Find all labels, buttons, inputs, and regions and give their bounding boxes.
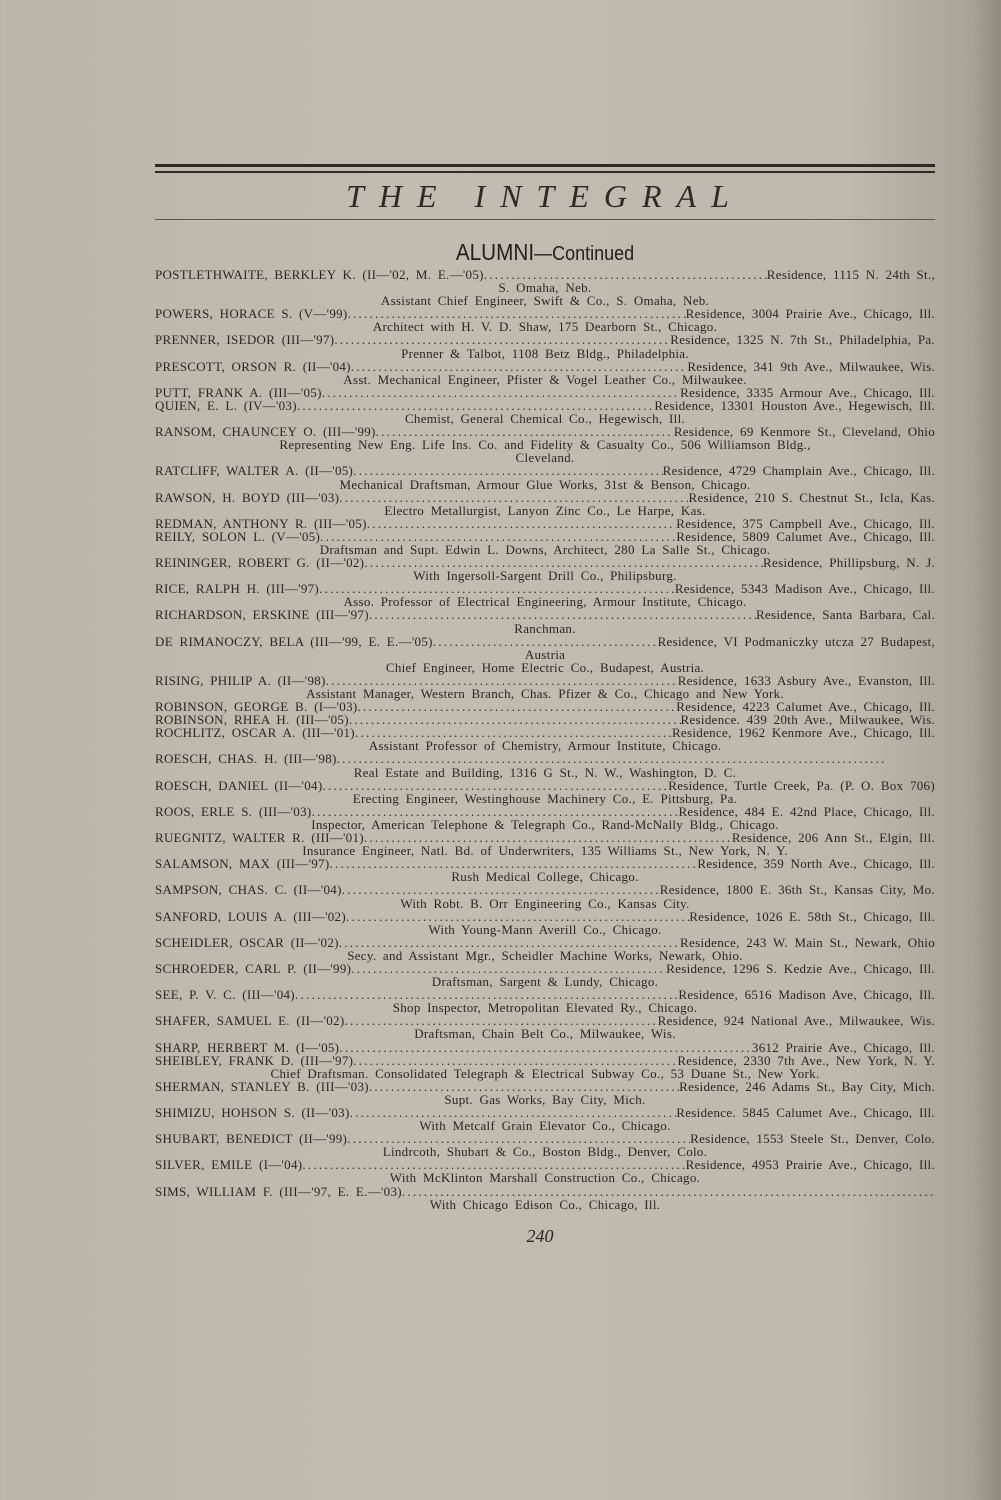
alumni-entry bbox=[155, 1185, 935, 1211]
entry-name: PRESCOTT, ORSON R. (II—'04) bbox=[155, 358, 351, 374]
entry-name: SIMS, WILLIAM F. (III—'97, E. E.—'03) bbox=[155, 1183, 402, 1199]
entry-residence: Residence, 1962 Kenmore Ave., Chicago, Ill. bbox=[671, 725, 935, 741]
entry-detail-line: With Young-Mann Averill Co., Chicago. bbox=[428, 921, 662, 937]
alumni-entry bbox=[155, 1106, 935, 1132]
entry-detail-line: Shop Inspector, Metropolitan Elevated Ry., Chicago. bbox=[392, 1000, 698, 1016]
entry-detail-line: With Robt. B. Orr Engineering Co., Kansas City. bbox=[400, 895, 690, 911]
dot-leader bbox=[353, 1054, 677, 1067]
entry-main-line bbox=[155, 779, 935, 792]
dot-leader bbox=[322, 386, 680, 399]
entry-name: RISING, PHILIP A. (II—'98) bbox=[155, 672, 326, 688]
entry-name: SHIMIZU, HOHSON S. (II—'03) bbox=[155, 1105, 350, 1120]
entry-name: REDMAN, ANTHONY R. (III—'05) bbox=[155, 515, 367, 531]
entry-residence: Residence, 243 W. Main St., Newark, Ohio bbox=[680, 934, 935, 950]
entry-main-line bbox=[155, 333, 935, 346]
entry-main-line bbox=[155, 386, 935, 399]
entry-name: SHERMAN, STANLEY B. (III—'03) bbox=[155, 1078, 369, 1094]
dot-leader bbox=[342, 883, 660, 896]
alumni-entry bbox=[155, 582, 935, 608]
entry-name: REININGER, ROBERT G. (II—'02) bbox=[155, 555, 365, 571]
alumni-entry bbox=[155, 530, 935, 556]
entry-name: POWERS, HORACE S. (V—'99) bbox=[155, 306, 348, 322]
entry-name: RUEGNITZ, WALTER R. (III—'01) bbox=[155, 830, 364, 846]
entry-detail-line: Draftsman and Supt. Edwin L. Downs, Architect, 280 La Salle St., Chicago. bbox=[319, 541, 771, 557]
alumni-entry bbox=[155, 962, 935, 988]
entry-detail-line: S. Omaha, Neb. bbox=[498, 280, 592, 296]
entry-name: RANSOM, CHAUNCEY O. (III—'99) bbox=[155, 424, 376, 440]
entry-residence: Residence, 1325 N. 7th St., Philadelphia, Pa. bbox=[670, 332, 935, 348]
entry-residence: Residence, 210 S. Chestnut St., Icla, Kas. bbox=[688, 489, 935, 505]
entry-residence: Residence, 1553 Steele St., Denver, Colo. bbox=[690, 1131, 935, 1147]
entry-residence: Residence, 13301 Houston Ave., Hegewisch, Ill. bbox=[654, 397, 935, 413]
entry-main-line bbox=[155, 635, 935, 648]
section-heading bbox=[194, 240, 896, 266]
entry-residence: Residence, 5343 Madison Ave., Chicago, Ill. bbox=[674, 581, 935, 597]
entry-main-line bbox=[155, 530, 935, 543]
entry-detail-line: Chemist, General Chemical Co., Hegewisch, Ill. bbox=[404, 411, 686, 427]
entry-residence: Residence, 206 Ann St., Elgin, Ill. bbox=[731, 830, 935, 846]
dot-leader bbox=[358, 700, 677, 713]
dot-leader bbox=[323, 779, 669, 792]
alumni-entry bbox=[155, 1132, 935, 1158]
dot-leader bbox=[349, 713, 681, 726]
alumni-entry bbox=[155, 936, 935, 962]
entry-residence: Residence, VI Podmaniczky utcza 27 Budapest, bbox=[657, 633, 935, 649]
entry-main-line bbox=[155, 360, 935, 373]
entry-residence: Residence, 4223 Calumet Ave., Chicago, Ill. bbox=[676, 699, 935, 715]
entry-residence: Residence, 246 Adams St., Bay City, Mich. bbox=[679, 1078, 935, 1094]
entry-name: SANFORD, LOUIS A. (III—'02) bbox=[155, 908, 346, 924]
entry-residence: Residence. 5845 Calumet Ave., Chicago, Ill. bbox=[676, 1105, 935, 1120]
entry-main-line bbox=[155, 491, 935, 504]
entry-name: RICHARDSON, ERSKINE (III—'97) bbox=[155, 607, 369, 623]
entry-detail-line: Chief Draftsman. Consolidated Telegraph & Electrical Subway Co., 53 Duane St., New York. bbox=[270, 1065, 820, 1081]
entry-name: POSTLETHWAITE, BERKLEY K. (II—'02, M. E.—'05) bbox=[155, 267, 484, 282]
entry-detail-line: Secy. and Assistant Mgr., Scheidler Machine Works, Newark, Ohio. bbox=[347, 947, 743, 963]
entry-detail-line: Lindrcoth, Shubart & Co., Boston Bldg., Denver, Colo. bbox=[382, 1144, 708, 1160]
entry-residence: Residence, 924 National Ave., Milwaukee, Wis. bbox=[657, 1013, 935, 1029]
entry-main-line bbox=[155, 883, 935, 896]
alumni-entry bbox=[155, 399, 935, 425]
entry-name: PUTT, FRANK A. (III—'05) bbox=[155, 384, 322, 400]
entry-name: SILVER, EMILE (I—'04) bbox=[155, 1157, 303, 1173]
entry-detail-line: Assistant Manager, Western Branch, Chas. Pfizer & Co., Chicago and New York. bbox=[306, 686, 784, 701]
entry-name: SAMPSON, CHAS. C. (II—'04) bbox=[155, 882, 342, 898]
header-rule-bottom bbox=[155, 219, 935, 220]
entry-residence: Residence, Phillipsburg, N. J. bbox=[763, 555, 935, 571]
entry-detail-line: Austria bbox=[524, 646, 566, 662]
entry-residence: Residence. 439 20th Ave., Milwaukee, Wis. bbox=[680, 712, 935, 728]
alumni-entry bbox=[155, 1054, 935, 1080]
dot-leader bbox=[339, 936, 680, 949]
entry-residence: Residence, 1296 S. Kedzie Ave., Chicago, Ill. bbox=[666, 960, 935, 976]
dot-leader bbox=[346, 910, 689, 923]
dot-leader bbox=[312, 805, 679, 818]
entry-detail-line: Mechanical Draftsman, Armour Glue Works, 31st & Benson, Chicago. bbox=[339, 476, 751, 492]
dot-leader bbox=[339, 491, 688, 504]
entry-main-line bbox=[155, 910, 935, 923]
entry-name: RATCLIFF, WALTER A. (II—'05) bbox=[155, 463, 354, 479]
entry-residence: Residence, 1026 E. 58th St., Chicago, Ill. bbox=[689, 908, 935, 924]
entry-detail-line: Ranchman. bbox=[514, 620, 576, 636]
entry-residence: Residence, 4953 Prairie Ave., Chicago, Ill. bbox=[685, 1157, 935, 1173]
entry-name: SEE, P. V. C. (III—'04) bbox=[155, 987, 295, 1003]
entry-main-line bbox=[155, 805, 935, 818]
entry-residence: 3612 Prairie Ave., Chicago, Ill. bbox=[751, 1039, 935, 1055]
entry-main-line bbox=[155, 752, 935, 765]
alumni-entry bbox=[155, 726, 935, 752]
entry-name: ROESCH, CHAS. H. (III—'98) bbox=[155, 751, 337, 767]
alumni-entry bbox=[155, 883, 935, 909]
entry-name: SHUBART, BENEDICT (II—'99) bbox=[155, 1131, 348, 1147]
page-number: 240 bbox=[526, 1226, 554, 1246]
entry-name: ROCHLITZ, OSCAR A. (III—'01) bbox=[155, 725, 355, 741]
alumni-entry bbox=[155, 307, 935, 333]
dot-leader bbox=[334, 333, 670, 346]
alumni-list bbox=[155, 268, 935, 1211]
entry-detail-line: With McKlinton Marshall Construction Co., Chicago. bbox=[389, 1170, 701, 1186]
dot-leader bbox=[402, 1185, 935, 1198]
entry-residence: Residence, Turtle Creek, Pa. (P. O. Box 706) bbox=[668, 777, 935, 793]
entry-detail-line: Asst. Mechanical Engineer, Pfister & Vogel Leather Co., Milwaukee. bbox=[343, 371, 747, 387]
entry-name: ROESCH, DANIEL (II—'04) bbox=[155, 777, 323, 793]
entry-name: ROBINSON, GEORGE B. (I—'03) bbox=[155, 699, 358, 715]
entry-residence: Residence, 69 Kenmore St., Cleveland, Ohio bbox=[673, 424, 935, 440]
dot-leader bbox=[337, 752, 935, 765]
entry-name: ROBINSON, RHEA H. (III—'05) bbox=[155, 712, 349, 728]
entry-residence: Residence, 6516 Madison Ave, Chicago, Ill. bbox=[678, 987, 935, 1003]
entry-name: ROOS, ERLE S. (III—'03) bbox=[155, 803, 312, 819]
section-title: ALUMNI bbox=[455, 239, 535, 265]
entry-detail-line: Architect with H. V. D. Shaw, 175 Dearborn St., Chicago. bbox=[372, 319, 718, 335]
entry-detail-line: Insurance Engineer, Natl. Bd. of Underwriters, 135 Williams St., New York, N. Y. bbox=[302, 843, 788, 859]
entry-main-line bbox=[155, 608, 935, 621]
alumni-entry bbox=[155, 1014, 935, 1040]
entry-detail-line: Rush Medical College, Chicago. bbox=[451, 869, 639, 885]
alumni-entry bbox=[155, 779, 935, 805]
section-suffix: —Continued bbox=[534, 243, 635, 265]
alumni-entry bbox=[155, 988, 935, 1014]
alumni-entry bbox=[155, 491, 935, 517]
alumni-entry bbox=[155, 556, 935, 582]
header-rule-top bbox=[155, 164, 935, 167]
entry-residence: Residence, 1800 E. 36th St., Kansas City, Mo. bbox=[659, 882, 935, 898]
alumni-entry bbox=[155, 635, 935, 674]
dot-leader bbox=[320, 530, 676, 543]
dot-leader bbox=[369, 1080, 679, 1093]
entry-name: RAWSON, H. BOYD (III—'03) bbox=[155, 489, 340, 505]
entry-detail-line: Electro Metallurgist, Lanyon Zinc Co., Le Harpe, Kas. bbox=[384, 502, 706, 518]
alumni-entry bbox=[155, 425, 935, 464]
entry-residence: Residence, 375 Campbell Ave., Chicago, Ill. bbox=[676, 515, 935, 531]
entry-main-line bbox=[155, 464, 935, 477]
entry-residence: Residence, 4729 Champlain Ave., Chicago, Ill. bbox=[662, 463, 935, 479]
alumni-entry bbox=[155, 1041, 935, 1054]
entry-residence: Residence, 1115 N. 24th St., bbox=[766, 267, 935, 282]
alumni-entry bbox=[155, 752, 935, 778]
entry-name: SHEIBLEY, FRANK D. (III—'97) bbox=[155, 1052, 354, 1068]
entry-residence: Residence, 3004 Prairie Ave., Chicago, Ill. bbox=[685, 306, 935, 322]
alumni-entry bbox=[155, 360, 935, 386]
alumni-entry bbox=[155, 464, 935, 490]
header-rule-second bbox=[155, 171, 935, 173]
entry-name: DE RIMANOCZY, BELA (III—'99, E. E.—'05) bbox=[155, 633, 433, 649]
entry-residence: Residence, 341 9th Ave., Milwaukee, Wis. bbox=[687, 358, 935, 374]
entry-main-line bbox=[155, 936, 935, 949]
alumni-entry bbox=[155, 268, 935, 307]
alumni-entry bbox=[155, 831, 935, 857]
alumni-entry bbox=[155, 1080, 935, 1106]
entry-main-line bbox=[155, 1054, 935, 1067]
entry-residence: Residence, 484 E. 42nd Place, Chicago, Ill. bbox=[678, 803, 935, 819]
entry-main-line bbox=[155, 1041, 935, 1054]
entry-detail-line: Inspector, American Telephone & Telegraph Co., Rand-McNally Bldg., Chicago. bbox=[311, 816, 779, 832]
entry-main-line bbox=[155, 517, 935, 530]
alumni-entry bbox=[155, 386, 935, 399]
alumni-entry bbox=[155, 910, 935, 936]
entry-detail-line: Assistant Professor of Chemistry, Armour Institute, Chicago. bbox=[368, 738, 722, 754]
entry-detail-line: Erecting Engineer, Westinghouse Machinery Co., E. Pittsburg, Pa. bbox=[352, 790, 738, 806]
entry-residence: Residence, Santa Barbara, Cal. bbox=[756, 607, 935, 623]
entry-detail-line: Representing New Eng. Life Ins. Co. and Fidelity & Casualty Co., 506 Williamson Bldg., bbox=[279, 437, 811, 453]
alumni-entry bbox=[155, 517, 935, 530]
alumni-entry bbox=[155, 608, 935, 634]
entry-main-line bbox=[155, 1080, 935, 1093]
entry-detail-line: Prenner & Talbot, 1108 Betz Bldg., Philadelphia. bbox=[401, 345, 689, 361]
dot-leader bbox=[339, 1041, 752, 1054]
alumni-entry bbox=[155, 674, 935, 700]
entry-detail-line: Chief Engineer, Home Electric Co., Budapest, Austria. bbox=[385, 659, 705, 675]
dot-leader bbox=[353, 464, 662, 477]
entry-residence: Residence, 359 North Ave., Chicago, Ill. bbox=[697, 856, 935, 872]
entry-residence: Residence, 3335 Armour Ave., Chicago, Ill. bbox=[680, 384, 935, 400]
alumni-entry bbox=[155, 857, 935, 883]
dot-leader bbox=[351, 360, 688, 373]
dot-leader bbox=[369, 608, 756, 621]
entry-detail-line: Draftsman, Chain Belt Co., Milwaukee, Wis. bbox=[414, 1026, 676, 1042]
entry-detail-line: With Ingersoll-Sargent Drill Co., Philipsburg. bbox=[413, 568, 677, 584]
entry-detail-line: Real Estate and Building, 1316 G St., N. W., Washington, D. C. bbox=[353, 764, 737, 780]
entry-name: REILY, SOLON L. (V—'05) bbox=[155, 528, 321, 544]
alumni-entry bbox=[155, 805, 935, 831]
entry-residence: Residence, 1633 Asbury Ave., Evanston, Ill. bbox=[677, 672, 935, 688]
entry-name: SCHROEDER, CARL P. (II—'99) bbox=[155, 960, 352, 976]
entry-main-line bbox=[155, 1185, 935, 1198]
entry-detail-line: Supt. Gas Works, Bay City, Mich. bbox=[444, 1091, 646, 1107]
alumni-entry bbox=[155, 333, 935, 359]
entry-name: SHARP, HERBERT M. (I—'05) bbox=[155, 1039, 340, 1055]
dot-leader bbox=[367, 517, 677, 530]
journal-title: THE INTEGRAL bbox=[346, 178, 744, 214]
entry-detail-line: With Chicago Edison Co., Chicago, Ill. bbox=[429, 1196, 661, 1212]
dot-leader bbox=[433, 635, 658, 648]
entry-detail-line: With Metcalf Grain Elevator Co., Chicago. bbox=[419, 1118, 671, 1134]
entry-detail-line: Cleveland. bbox=[515, 450, 575, 466]
entry-name: SALAMSON, MAX (III—'97) bbox=[155, 856, 330, 872]
entry-detail-line: Assistant Chief Engineer, Swift & Co., S. Omaha, Neb. bbox=[380, 293, 710, 309]
entry-name: SHAFER, SAMUEL E. (II—'02) bbox=[155, 1013, 345, 1029]
entry-residence: Residence, 2330 7th Ave., New York, N. Y. bbox=[677, 1052, 935, 1068]
entry-name: QUIEN, E. L. (IV—'03) bbox=[155, 397, 297, 413]
entry-detail-line: Draftsman, Sargent & Lundy, Chicago. bbox=[431, 974, 659, 990]
alumni-entry bbox=[155, 1158, 935, 1184]
entry-residence: Residence, 5809 Calumet Ave., Chicago, Ill. bbox=[676, 528, 935, 544]
entry-name: SCHEIDLER, OSCAR (II—'02) bbox=[155, 934, 339, 950]
entry-detail-line: Asso. Professor of Electrical Engineering, Armour Institute, Chicago. bbox=[343, 594, 747, 610]
entry-name: PRENNER, ISEDOR (III—'97) bbox=[155, 332, 335, 348]
entry-name: RICE, RALPH H. (III—'97) bbox=[155, 581, 320, 597]
